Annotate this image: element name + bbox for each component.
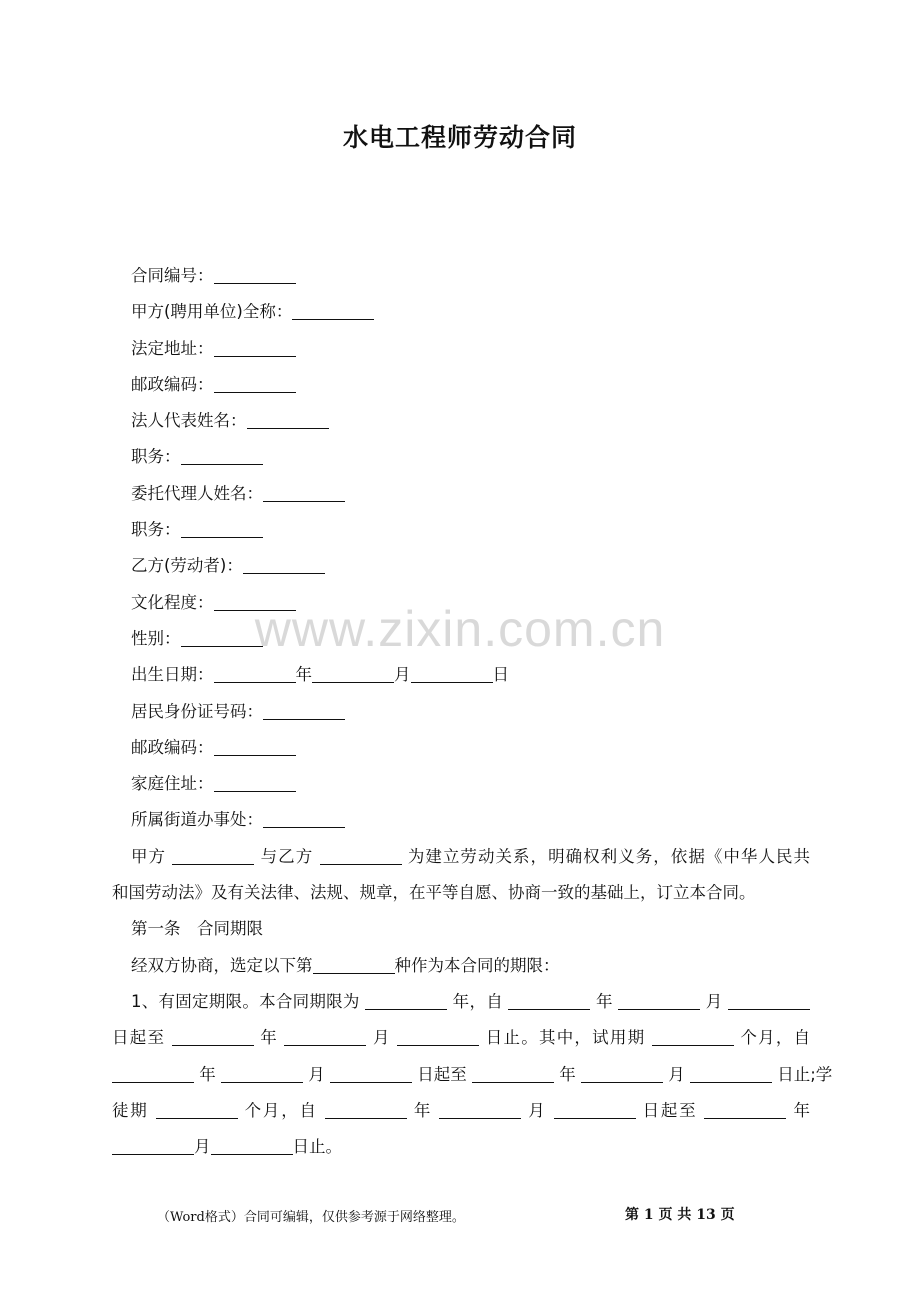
trial-end-year-blank[interactable] <box>472 1065 554 1083</box>
contract-no-label: 合同编号： <box>131 266 214 285</box>
birth-day-blank[interactable] <box>411 665 493 683</box>
apprentice-start-day-blank[interactable] <box>554 1101 636 1119</box>
end-month-blank[interactable] <box>284 1028 366 1046</box>
contract-body <box>112 258 833 1165</box>
year-text: 年 <box>452 991 470 1011</box>
month-text: 月 <box>705 991 723 1011</box>
month-text: 月 <box>372 1028 391 1048</box>
months-from-text: 个月，自 <box>740 1028 811 1048</box>
party-a-name-blank[interactable] <box>292 302 374 320</box>
birth-year-blank[interactable] <box>214 665 296 683</box>
month-text: 月 <box>194 1137 211 1157</box>
choose-blank[interactable] <box>313 956 395 974</box>
day-text: 日 <box>492 665 509 685</box>
preamble-party-a: 甲方 <box>131 846 167 866</box>
postal-code-a-line <box>112 367 810 403</box>
end-day-blank[interactable] <box>397 1028 479 1046</box>
trial-months-blank[interactable] <box>652 1028 734 1046</box>
legal-address-label: 法定地址： <box>131 338 214 358</box>
trial-end-month-blank[interactable] <box>581 1065 663 1083</box>
start-month-blank[interactable] <box>618 992 700 1010</box>
party-b-blank[interactable] <box>243 556 325 574</box>
street-office-blank[interactable] <box>263 810 345 828</box>
item-1-line-2 <box>112 1020 810 1056</box>
preamble-party-b-blank[interactable] <box>320 847 402 865</box>
postal-code-b-label: 邮政编码： <box>131 737 214 757</box>
preamble-text: 为建立劳动关系，明确权利义务，依据《中华人民共 <box>407 846 811 866</box>
birth-month-blank[interactable] <box>312 665 394 683</box>
apprentice-text: 徒期 <box>112 1100 149 1120</box>
position-2-label: 职务： <box>131 520 181 540</box>
page-suffix: 页 <box>720 1207 735 1223</box>
start-year-blank[interactable] <box>508 992 590 1010</box>
legal-address-line <box>112 331 810 367</box>
trial-start-day-blank[interactable] <box>330 1065 412 1083</box>
apprentice-end-day-blank[interactable] <box>211 1137 293 1155</box>
preamble-party-a-blank[interactable] <box>172 847 254 865</box>
agent-name-blank[interactable] <box>263 484 345 502</box>
preamble-text-2: 和国劳动法》及有关法律、法规、规章，在平等自愿、协商一致的基础上，订立本合同。 <box>112 883 756 903</box>
trial-period-text: 日止。其中，试用期 <box>485 1028 646 1048</box>
preamble-party-b: 与乙方 <box>260 846 314 866</box>
apprentice-end-year-blank[interactable] <box>704 1101 786 1119</box>
postal-code-b-line <box>112 730 810 766</box>
party-b-label: 乙方(劳动者)： <box>131 556 243 576</box>
home-address-blank[interactable] <box>214 774 296 792</box>
education-blank[interactable] <box>214 593 296 611</box>
day-from-to-text: 日起至 <box>112 1028 166 1048</box>
party-a-name-label: 甲方(聘用单位)全称： <box>131 302 293 322</box>
year-text: 年 <box>793 1100 810 1120</box>
year-text: 年 <box>295 665 312 685</box>
position-1-label: 职务： <box>131 447 181 467</box>
agent-name-label: 委托代理人姓名： <box>131 483 263 503</box>
birth-date-line <box>112 657 810 693</box>
apprentice-start-month-blank[interactable] <box>439 1101 521 1119</box>
year-text: 年 <box>596 991 613 1011</box>
preamble-line-1 <box>112 839 810 875</box>
postal-code-a-label: 邮政编码： <box>131 374 214 394</box>
legal-rep-blank[interactable] <box>247 411 329 429</box>
article-1-heading: 第一条 合同期限 <box>131 919 263 939</box>
document-title: 水电工程师劳动合同 <box>342 123 577 152</box>
trial-start-year-blank[interactable] <box>112 1065 194 1083</box>
trial-start-month-blank[interactable] <box>221 1065 303 1083</box>
choose-text-1: 经双方协商，选定以下第 <box>131 955 313 975</box>
page-mid: 页 共 <box>658 1207 692 1223</box>
year-text: 年 <box>260 1028 278 1048</box>
apprentice-start-year-blank[interactable] <box>325 1101 407 1119</box>
birth-date-label: 出生日期： <box>131 665 214 685</box>
education-line <box>112 585 810 621</box>
id-number-line <box>112 694 810 730</box>
year-text: 年 <box>199 1064 216 1084</box>
party-b-line <box>112 548 810 584</box>
position-2-line <box>112 512 810 548</box>
day-from-to-text: 日起至 <box>642 1100 698 1120</box>
education-label: 文化程度： <box>131 592 214 612</box>
page-total: 13 <box>696 1207 716 1223</box>
contract-no-line <box>112 258 810 294</box>
item-1-lead: 1、有固定期限。本合同期限为 <box>131 991 360 1011</box>
end-year-blank[interactable] <box>172 1028 254 1046</box>
term-years-blank[interactable] <box>365 992 447 1010</box>
legal-rep-line <box>112 403 810 439</box>
from-text: ，自 <box>469 991 503 1011</box>
position-1-line <box>112 439 810 475</box>
year-text: 年 <box>559 1064 576 1084</box>
street-office-line <box>112 802 810 838</box>
position-2-blank[interactable] <box>181 520 263 538</box>
footer-note: （Word格式）合同可编辑，仅供参考源于网络整理。 <box>157 1210 465 1225</box>
day-end-text: 日止。 <box>292 1137 342 1157</box>
home-address-line <box>112 766 810 802</box>
postal-code-a-blank[interactable] <box>214 375 296 393</box>
day-end-semi-text: 日止;学 <box>777 1064 833 1084</box>
month-text: 月 <box>308 1064 325 1084</box>
preamble-line-2 <box>112 875 810 911</box>
legal-rep-label: 法人代表姓名： <box>131 411 247 431</box>
day-from-to-text: 日起至 <box>417 1064 467 1084</box>
legal-address-blank[interactable] <box>214 339 296 357</box>
street-office-label: 所属街道办事处： <box>131 810 263 830</box>
month-text: 月 <box>528 1100 547 1120</box>
item-1-line-5 <box>112 1129 810 1165</box>
article-1-choose-line <box>112 948 810 984</box>
choose-text-2: 种作为本合同的期限： <box>394 955 560 975</box>
month-text: 月 <box>394 665 411 685</box>
apprentice-end-month-blank[interactable] <box>112 1137 194 1155</box>
position-1-blank[interactable] <box>181 447 263 465</box>
contract-no-blank[interactable] <box>214 266 296 284</box>
apprentice-months-blank[interactable] <box>156 1101 238 1119</box>
gender-line <box>112 621 810 657</box>
gender-label: 性别： <box>131 628 181 648</box>
item-1-line-1 <box>112 984 810 1020</box>
page-prefix: 第 <box>625 1207 639 1223</box>
item-1-line-4 <box>112 1093 810 1129</box>
gender-blank[interactable] <box>181 629 263 647</box>
trial-end-day-blank[interactable] <box>690 1065 772 1083</box>
party-a-name-line <box>112 294 810 330</box>
agent-name-line <box>112 476 810 512</box>
watermark: www.zixin.com.cn <box>254 601 666 657</box>
id-number-blank[interactable] <box>263 702 345 720</box>
month-text: 月 <box>668 1064 685 1084</box>
item-1-line-3 <box>112 1057 833 1093</box>
start-day-blank[interactable] <box>728 992 810 1010</box>
year-text: 年 <box>413 1100 433 1120</box>
page-indicator <box>625 1204 735 1224</box>
months-comma-from-text: 个月，自 <box>244 1100 318 1120</box>
id-number-label: 居民身份证号码： <box>131 701 263 721</box>
postal-code-b-blank[interactable] <box>214 738 296 756</box>
home-address-label: 家庭住址： <box>131 774 214 794</box>
page-current: 1 <box>643 1207 654 1223</box>
